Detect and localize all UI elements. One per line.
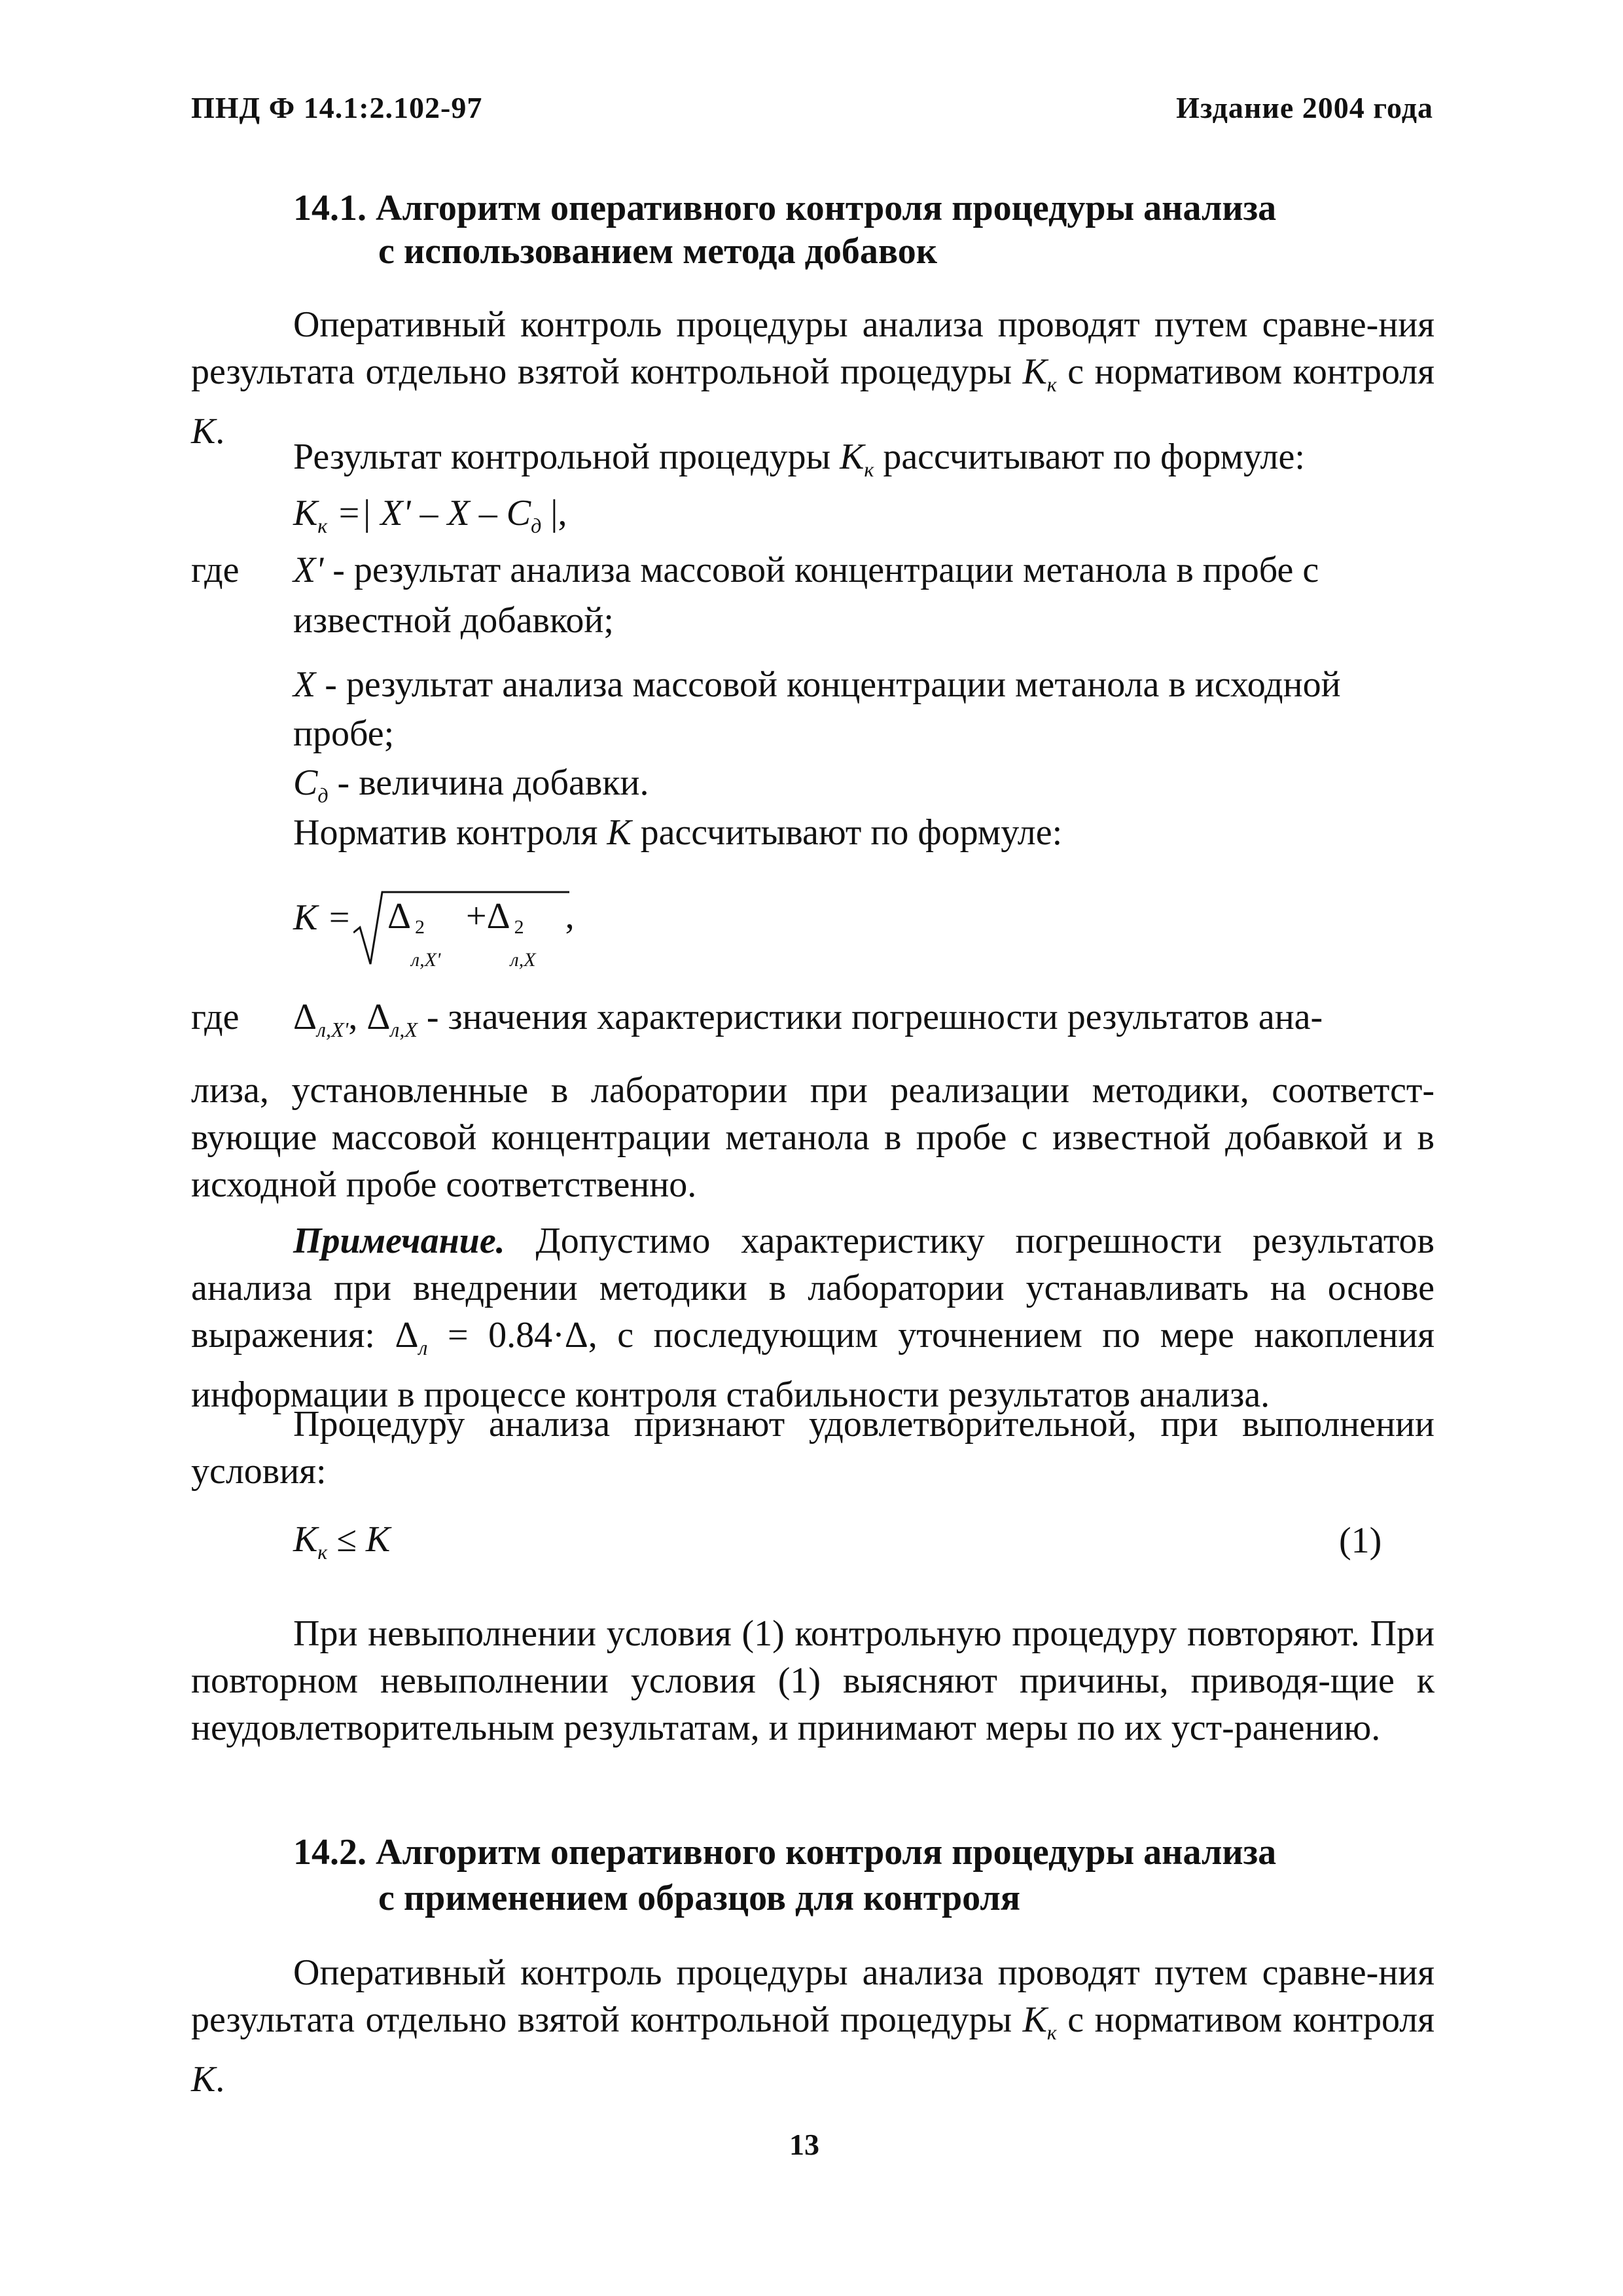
where2-symbols: $\Delta_{л,X'}$, $\Delta_{л,X}$ - значения характеристики погрешности результатов ана- [293,997,1323,1042]
formula-k-radicand: Δ 2 л,X' +Δ 2 л,X , [387,896,575,971]
edition-label: Издание 2004 года [1176,91,1433,124]
where-label-1: где [191,550,240,590]
note-label: Примечание. [293,1221,505,1261]
document-code: ПНД Ф 14.1:2.102-97 [191,91,483,124]
section-14-1-intro: Оперативный контроль процедуры анализа проводят путем сравне-ния результата отдельно взятой контрольной процедуры $К_к$ с нормативом контроля К. [191,304,1435,452]
note-formula: $\Delta_л = 0.84\cdot\Delta$, [395,1315,597,1360]
def-c: $C_д$ - величина добавки. [293,762,649,808]
equation-number: (1) [1339,1520,1382,1561]
formula-k: К = [293,897,351,938]
where-label-2: где [191,997,240,1037]
section-14-1-heading-line2: с использованием метода добавок [378,231,938,272]
section-14-1-heading-line1: 14.1. Алгоритм оперативного контроля процедуры анализа [293,188,1277,228]
section-14-2-heading-line2: с применением образцов для контроля [378,1878,1021,1918]
kk-symbol: $К_к$ [1022,351,1057,397]
def-x-prime-cont: известной добавкой; [293,600,614,641]
acceptance-paragraph: Процедуру анализа признают удовлетворительной, при выполнении условия: [191,1404,1435,1492]
failure-paragraph: При невыполнении условия (1) контрольную процедуру повторяют. При повторном невыполнении условия (1) выясняют причины, приводя-щие к неудовлетворительным результатам, и принимают меры по их уст-ранению. [191,1613,1435,1748]
section-14-2-heading-line1: 14.2. Алгоритм оперативного контроля процедуры анализа [293,1832,1277,1873]
where2-continuation: лиза, установленные в лаборатории при реализации методики, соответст-вующие массовой концентрации метанола в пробе с известной добавкой и в исходной пробе соответственно. [191,1070,1435,1205]
def-x: X - результат анализа массовой концентрации метанола в исходной [293,664,1341,705]
norm-formula-intro: Норматив контроля К рассчитывают по формуле: [293,812,1063,853]
def-x-cont: пробе; [293,713,395,754]
result-formula-intro: Результат контрольной процедуры $К_к$ рассчитывают по формуле: [293,437,1305,482]
note-paragraph: Примечание. Допустимо характеристику погрешности результатов анализа при внедрении методики в лаборатории устанавливать на основе выражения: $\Delta_л = 0.84\cdot\Delta$, с последующим уточнением по мере накопления информации в процессе контроля стабильности результатов анализа. [191,1221,1435,1416]
section-14-2-intro: Оперативный контроль процедуры анализа проводят путем сравне-ния результата отдельно взятой контрольной процедуры $К_к$ с нормативом контроля К. [191,1952,1435,2100]
def-x-prime: X' - результат анализа массовой концентрации метанола в пробе с [293,550,1319,590]
formula-kk: $К_к$ =| X' – X – $C_д$ |, [293,493,567,538]
page-number: 13 [789,2128,819,2161]
condition-1: $К_к \le К$ [293,1519,391,1564]
